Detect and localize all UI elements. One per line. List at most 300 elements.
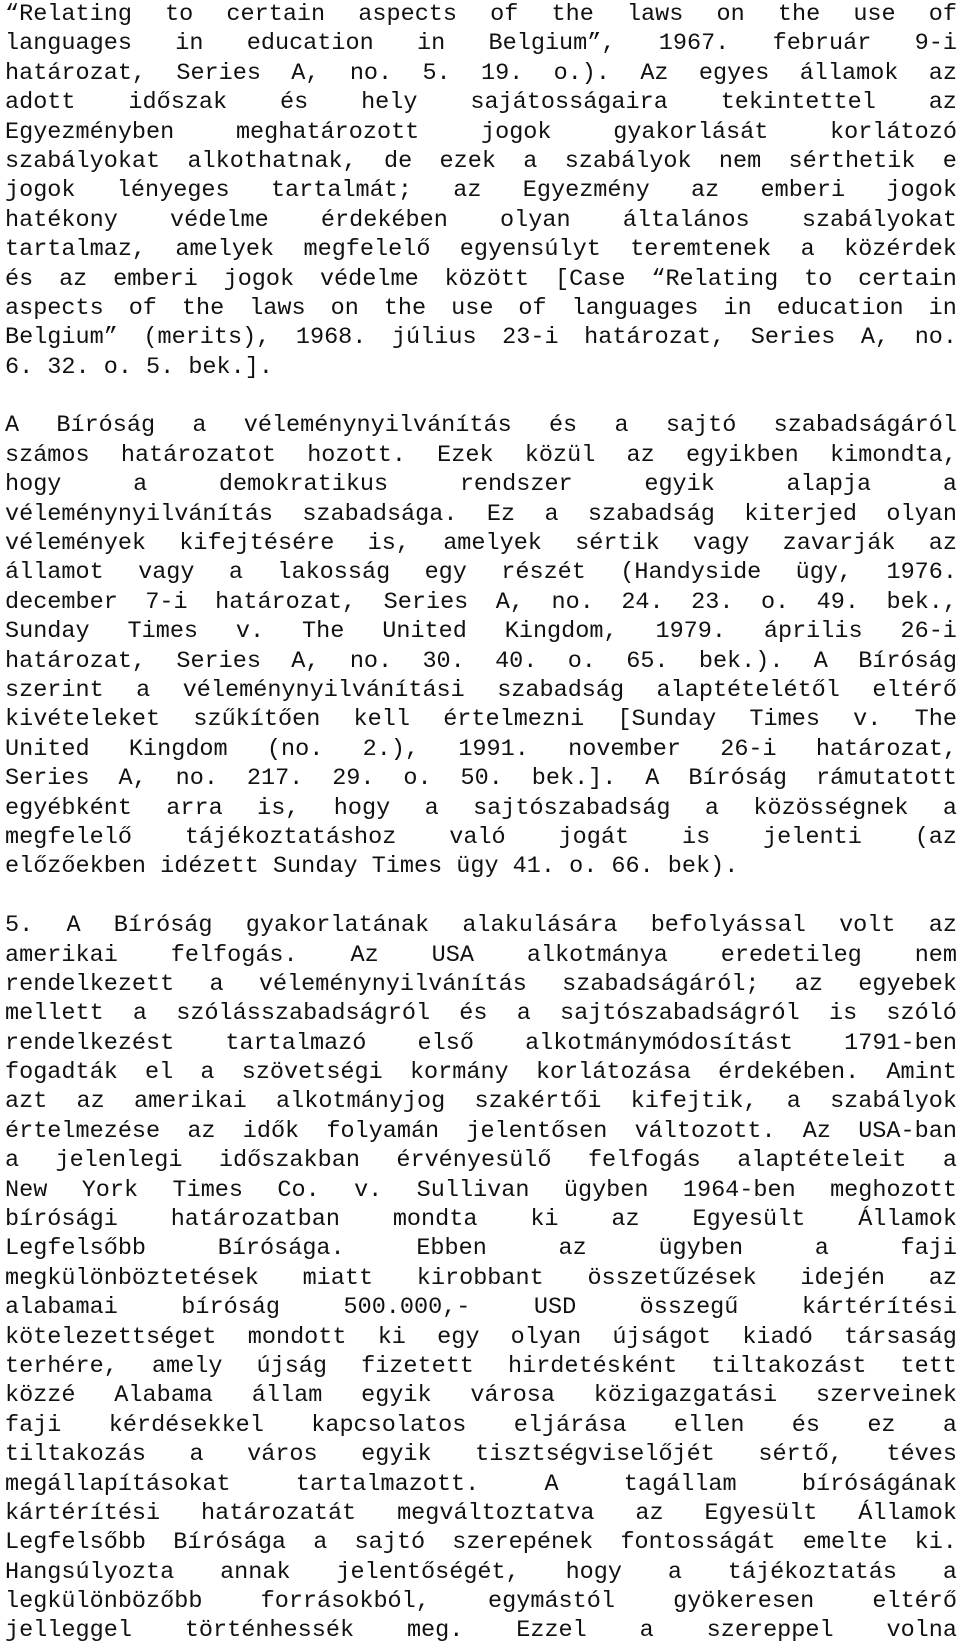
word: sajtó — [665, 412, 737, 440]
word: is, — [257, 794, 300, 822]
word: az — [611, 1206, 640, 1234]
word: Bíróság — [56, 412, 156, 440]
word: jelenlegi — [55, 1147, 183, 1175]
word: lakosság — [277, 559, 391, 587]
text-line — [5, 1117, 957, 1146]
word: languages — [571, 294, 699, 322]
word: a — [189, 1441, 204, 1469]
word: szabályok — [564, 147, 692, 175]
word: amerikai — [133, 1088, 247, 1116]
word: Series — [5, 765, 90, 793]
word: a — [5, 1147, 20, 1175]
word: Kingdom, — [504, 618, 618, 646]
word: november — [568, 735, 681, 763]
word: kormány — [409, 1059, 509, 1087]
word: kérdésekkel — [108, 1411, 264, 1439]
text-line — [5, 999, 957, 1028]
word: szabadsága. — [302, 500, 458, 528]
word: kell — [353, 706, 410, 734]
word: szűkítően — [193, 706, 321, 734]
word: ellen — [673, 1411, 745, 1439]
word: emberi — [760, 177, 846, 205]
word: 49. — [816, 588, 859, 616]
word: kötelezettséget — [5, 1323, 217, 1351]
word: hogy — [565, 1558, 622, 1586]
word: [Sunday — [617, 706, 717, 734]
word: a — [639, 1617, 654, 1645]
word: a — [942, 471, 957, 499]
word: korlátozó — [830, 118, 957, 146]
word: A, — [118, 765, 147, 793]
word: the — [383, 294, 427, 322]
word: egy — [437, 1323, 480, 1351]
word: use — [853, 1, 896, 28]
word: education — [246, 30, 374, 58]
word: a — [200, 1059, 215, 1087]
word: érdekében. — [718, 1059, 860, 1087]
word: ügyben — [658, 1235, 744, 1263]
word: on — [330, 294, 359, 322]
word: annak — [220, 1558, 291, 1586]
word: egyébként — [5, 794, 132, 822]
word: 29. — [332, 765, 375, 793]
word: the — [181, 294, 225, 322]
word: ügy, — [795, 559, 853, 587]
word: értelmezni — [443, 706, 585, 734]
word: tartalmazott. — [295, 1470, 480, 1498]
word: felfogás. — [170, 941, 298, 969]
word: Times — [172, 1176, 243, 1204]
word: ki — [530, 1206, 559, 1234]
word: egy — [424, 559, 467, 587]
word: olyan — [886, 500, 957, 528]
word: 26-i — [720, 735, 777, 763]
paragraph — [5, 0, 957, 382]
word: határozatban — [170, 1206, 340, 1234]
text-line — [5, 676, 957, 705]
word: in — [417, 30, 446, 58]
word: ügyben — [563, 1176, 649, 1204]
word: o. — [760, 588, 790, 616]
word: államok — [799, 59, 899, 87]
text-line — [5, 88, 957, 117]
word: tisztségviselőjét — [475, 1441, 715, 1469]
word: megfelelő — [303, 236, 431, 264]
word: Egyezményben — [5, 118, 175, 146]
word: (no. — [266, 735, 324, 763]
word: terhére, — [5, 1352, 118, 1380]
paragraph — [5, 411, 957, 881]
word: 40. — [495, 647, 538, 675]
word: faji — [900, 1235, 957, 1263]
word: the — [551, 1, 594, 28]
word: véleménynyilvánítás — [243, 412, 512, 440]
word: Sunday — [5, 618, 90, 646]
word: tagállam — [623, 1470, 737, 1498]
word: a — [942, 1411, 957, 1439]
word: on — [716, 1, 745, 28]
word: sajátosságaira — [470, 89, 668, 117]
word: alabamai — [5, 1294, 118, 1322]
word: és — [459, 1000, 488, 1028]
text-line — [5, 941, 957, 970]
word: a — [704, 794, 719, 822]
word: időszakban — [218, 1147, 360, 1175]
text-line — [5, 970, 957, 999]
word: emelte — [802, 1529, 888, 1557]
word: idők — [242, 1117, 300, 1145]
word: az — [928, 1264, 957, 1292]
word: amelyek — [443, 530, 542, 558]
word: certain — [858, 265, 957, 293]
word: hely — [361, 89, 418, 117]
word: összetűzések — [587, 1264, 757, 1292]
word: kiterjed — [744, 500, 858, 528]
text-line — [5, 147, 957, 176]
word: az — [794, 970, 824, 998]
word: idején — [800, 1264, 886, 1292]
text-line — [5, 911, 957, 940]
word: The — [302, 618, 345, 646]
word: (merits), — [143, 324, 271, 352]
word: a — [313, 1529, 328, 1557]
word: 9-i — [914, 30, 957, 58]
word: v. — [235, 618, 265, 646]
word: tartalmaz, — [5, 236, 147, 264]
word: A — [544, 1470, 559, 1498]
text-line — [5, 500, 957, 529]
word: amely — [151, 1352, 223, 1380]
word: arra — [166, 794, 223, 822]
word: Államok — [858, 1499, 957, 1527]
word: téves — [886, 1441, 957, 1469]
word: rámutatott — [815, 765, 957, 793]
word: újság — [256, 1352, 328, 1380]
word: folyamán — [326, 1117, 440, 1145]
word: A, — [860, 324, 890, 352]
word: o. — [403, 765, 432, 793]
word: ki — [377, 1323, 406, 1351]
word: v. — [354, 1176, 383, 1204]
word: tiltakozás — [5, 1441, 147, 1469]
word: alkotmányjog — [276, 1088, 446, 1116]
text-line — [5, 588, 957, 617]
text-line — [5, 1528, 957, 1557]
word: közül — [524, 441, 596, 469]
word: to — [165, 1, 194, 28]
word: számos — [5, 441, 90, 469]
word: Egyesült — [704, 1499, 818, 1527]
word: amerikai — [5, 941, 118, 969]
text-line — [5, 411, 957, 440]
word: mondott — [247, 1323, 347, 1351]
word: szólásszabadságról — [176, 1000, 431, 1028]
text-line — [5, 441, 957, 470]
word: jelentősen — [466, 1117, 608, 1145]
word: Bírósága. — [217, 1235, 345, 1263]
text-line — [5, 59, 957, 88]
word: Kingdom — [128, 735, 228, 763]
word: az — [928, 530, 957, 558]
word: volt — [839, 912, 896, 940]
text-line — [5, 764, 957, 793]
word: véleménynyilvánítás — [5, 500, 273, 528]
text-line — [5, 176, 957, 205]
word: Ez — [486, 500, 516, 528]
word: miatt — [302, 1264, 374, 1292]
word: USA-ban — [858, 1117, 957, 1145]
word: 30. — [422, 647, 465, 675]
word: Egyezmény — [522, 177, 650, 205]
word: Államok — [858, 1206, 957, 1234]
word: is — [681, 823, 711, 851]
text-line — [5, 1087, 957, 1116]
word: 23-i — [502, 324, 559, 352]
text-line — [5, 1587, 957, 1616]
word: fogadták — [5, 1059, 118, 1087]
word: United — [382, 618, 467, 646]
word: A — [66, 912, 81, 940]
word: sértő, — [758, 1441, 843, 1469]
word: városa — [470, 1382, 556, 1410]
word: szerepének — [452, 1529, 594, 1557]
word: megállapításokat — [5, 1470, 231, 1498]
word: A — [813, 647, 828, 675]
word: az — [558, 1235, 587, 1263]
word: az — [635, 1499, 664, 1527]
word: kifejtik, — [630, 1088, 758, 1116]
word: Hangsúlyozta — [5, 1558, 175, 1586]
word: aspects — [5, 294, 104, 322]
word: is — [828, 1000, 858, 1028]
word: bíróságának — [801, 1470, 957, 1498]
text-line — [5, 1470, 957, 1499]
word: to — [804, 265, 833, 293]
word: határozat, — [5, 59, 147, 87]
word: no. — [349, 59, 393, 87]
word: kifejtésére — [179, 530, 335, 558]
word: of — [490, 1, 519, 28]
word: demokratikus — [218, 471, 389, 499]
word: Bíróság — [858, 647, 957, 675]
word: 50. — [460, 765, 503, 793]
word: történhessék — [184, 1617, 355, 1645]
word: eljárása — [513, 1411, 627, 1439]
word: Ebben — [416, 1235, 487, 1263]
word: no. — [175, 765, 218, 793]
word: egyik — [361, 1382, 432, 1410]
word: 26-i — [900, 618, 957, 646]
word: Sullivan — [416, 1176, 530, 1204]
word: szövetségi — [241, 1059, 383, 1087]
word: Ezek — [437, 441, 494, 469]
word: emberi — [113, 265, 198, 293]
word: Alabama — [114, 1382, 214, 1410]
word: megfelelő — [5, 823, 132, 851]
text-line — [5, 1205, 957, 1234]
text-line — [5, 1146, 957, 1175]
word: az — [928, 89, 957, 117]
word: jogok — [886, 177, 957, 205]
word: [Case — [554, 265, 626, 293]
word: Belgium”, — [488, 30, 616, 58]
word: kártérítési — [801, 1294, 957, 1322]
word: 1976. — [886, 559, 957, 587]
word: ez — [867, 1411, 896, 1439]
word: nem — [718, 147, 762, 175]
word: Bírósága — [173, 1529, 287, 1557]
word: 500.000,- — [343, 1294, 471, 1322]
word: általános — [622, 206, 750, 234]
word: Amint — [886, 1059, 957, 1087]
word: jogok — [480, 118, 552, 146]
word: közösségnek — [753, 794, 909, 822]
word: kivételeket — [5, 706, 161, 734]
word: eltérő — [872, 676, 957, 704]
word: befolyással — [650, 912, 806, 940]
word: o. — [567, 647, 596, 675]
word: szabadságáról; — [562, 970, 760, 998]
word: e — [942, 147, 957, 175]
word: no. — [551, 588, 594, 616]
word: szabályok — [830, 1088, 957, 1116]
word: város — [247, 1441, 318, 1469]
word: in — [928, 294, 957, 322]
text-line — [5, 794, 957, 823]
word: jelleggel — [5, 1617, 132, 1645]
word: egymástól — [488, 1588, 615, 1616]
word: alaptételeit — [737, 1147, 907, 1175]
word: szabadság — [497, 676, 625, 704]
text-line — [5, 647, 957, 676]
word: az — [626, 441, 655, 469]
word: meghatározott — [235, 118, 420, 146]
word: volna — [886, 1617, 957, 1645]
word: eltérő — [872, 1588, 957, 1616]
word: Bíróság — [113, 912, 213, 940]
word: között — [444, 265, 530, 293]
word: Series — [176, 59, 261, 87]
text-line — [5, 1616, 957, 1645]
word: 1791-ben — [844, 1029, 957, 1057]
word: A — [5, 412, 20, 440]
word: hogy — [333, 794, 391, 822]
word: időszak — [128, 89, 228, 117]
paragraph-gap — [5, 882, 960, 911]
word: határozatot — [120, 441, 276, 469]
text-line — [5, 617, 957, 646]
word: laws — [249, 294, 306, 322]
word: véleménynyilvánítási — [182, 676, 465, 704]
word: v. — [853, 706, 882, 734]
word: tartalmazó — [225, 1029, 367, 1057]
word: az — [187, 1117, 216, 1145]
word: való — [449, 823, 506, 851]
word: érvényesülő — [396, 1147, 552, 1175]
word: 1964-ben — [682, 1176, 796, 1204]
word: of — [128, 294, 157, 322]
word: vagy — [693, 530, 750, 558]
document-body — [5, 0, 960, 1646]
word: alapja — [786, 471, 872, 499]
word: York — [81, 1176, 139, 1204]
word: mondta — [392, 1206, 478, 1234]
word: laws — [626, 1, 684, 28]
word: vagy — [138, 559, 195, 587]
word: tájékoztatáshoz — [184, 823, 397, 851]
word: Az — [350, 941, 379, 969]
word: február — [772, 30, 872, 58]
word: az — [453, 177, 482, 205]
word: első — [417, 1029, 474, 1057]
word: rendelkezést — [5, 1029, 175, 1057]
word: a — [136, 676, 151, 704]
word: no. — [914, 324, 957, 352]
word: A — [645, 765, 660, 793]
word: a — [942, 1558, 957, 1586]
word: (az — [914, 823, 957, 851]
word: az — [928, 59, 957, 87]
word: szereppel — [706, 1617, 834, 1645]
word: részét — [501, 559, 586, 587]
word: értelmezése — [5, 1117, 161, 1145]
word: fizetett — [361, 1352, 474, 1380]
word: sajtó — [354, 1529, 426, 1557]
word: sérthetik — [788, 147, 916, 175]
word: a — [209, 970, 224, 998]
word: ki. — [914, 1529, 957, 1557]
text-line — [5, 1323, 957, 1352]
word: legkülönbözőbb — [5, 1588, 203, 1616]
word: Legfelsőbb — [5, 1529, 147, 1557]
word: o.). — [553, 59, 611, 87]
word: jelentőségét, — [336, 1558, 520, 1586]
text-line — [5, 29, 957, 58]
text-line — [5, 735, 957, 764]
word: bek., — [886, 588, 957, 616]
word: gyökeresen — [673, 1588, 815, 1616]
word: a — [228, 559, 243, 587]
text-line — [5, 1440, 957, 1469]
word: lényeges — [116, 177, 230, 205]
text-line — [5, 558, 957, 587]
word: bek.]. — [531, 765, 617, 793]
word: közérdek — [844, 236, 957, 264]
word: mellett — [5, 1000, 104, 1028]
word: határozat, — [815, 735, 957, 763]
word: július — [391, 324, 477, 352]
word: az — [59, 265, 88, 293]
word: bek.). — [698, 647, 784, 675]
word: jelenti — [763, 823, 862, 851]
word: gyakorlását — [613, 118, 769, 146]
word: bíróság — [181, 1294, 281, 1322]
word: tartalmát; — [270, 177, 412, 205]
word: “Relating — [651, 265, 779, 293]
word: megkülönböztetések — [5, 1264, 259, 1292]
word: szóló — [886, 1000, 957, 1028]
word: a — [614, 412, 629, 440]
word: a — [544, 500, 559, 528]
word: egyik — [361, 1441, 432, 1469]
word: New — [5, 1176, 48, 1204]
word: 23. — [691, 588, 734, 616]
word: védelme — [170, 206, 269, 234]
word: The — [914, 706, 957, 734]
word: hatékony — [5, 206, 118, 234]
word: 19. — [480, 59, 524, 87]
word: változott. — [634, 1117, 776, 1145]
